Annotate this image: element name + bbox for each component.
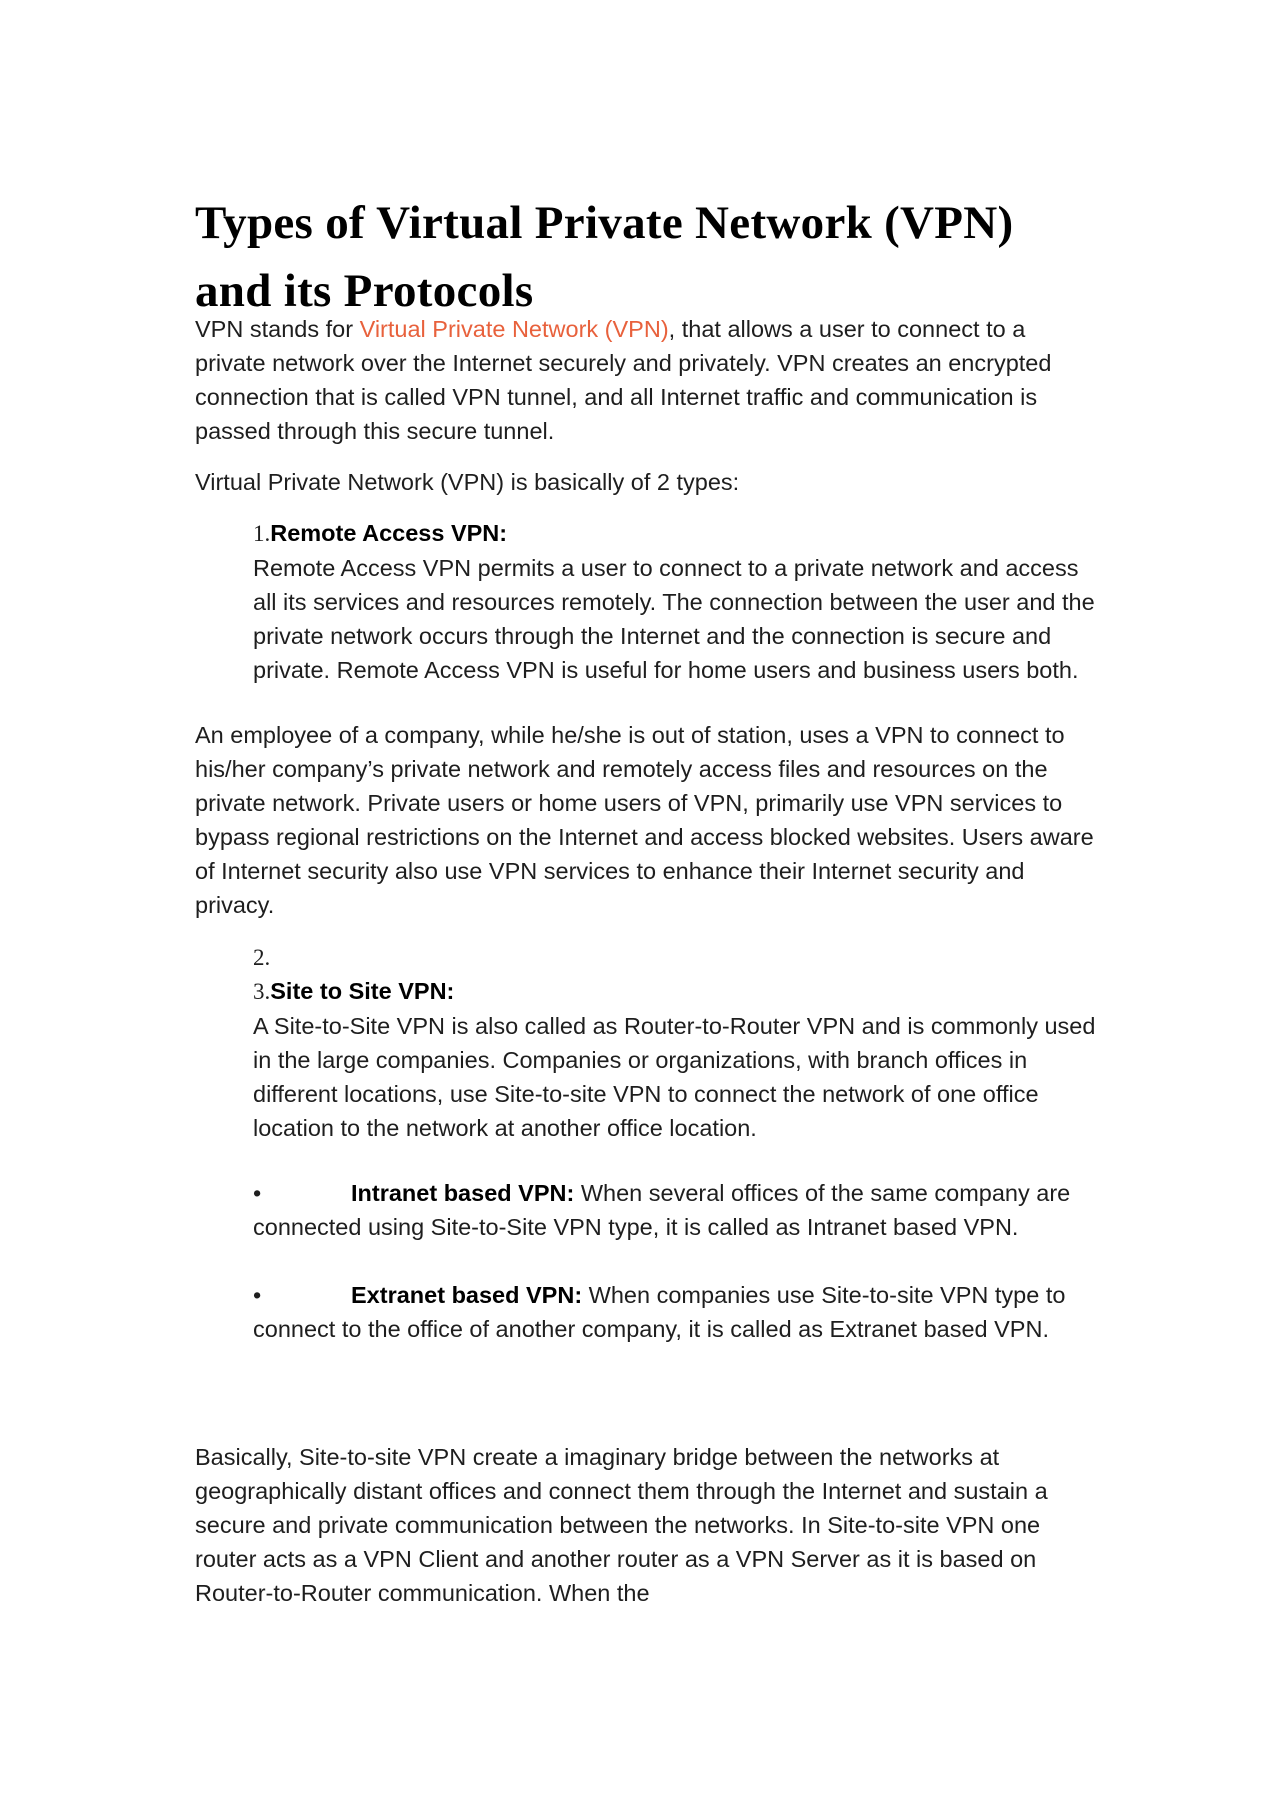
bullet-heading: Extranet based VPN: — [351, 1282, 583, 1308]
bullet-text: When several offices of the same company are connected using Site-to-Site VPN type, it is called as Intranet based VPN. — [253, 1180, 1071, 1240]
bullet-text: When companies use Site-to-site VPN type to connect to the office of another company, it is called as Extranet based VPN. — [253, 1282, 1066, 1342]
page-title: Types of Virtual Private Network (VPN) and its Protocols — [195, 197, 1014, 318]
bullet-intranet — [253, 1176, 1098, 1244]
list-item-remote-access — [253, 516, 1098, 687]
list-heading: Site to Site VPN: — [270, 978, 455, 1004]
intro-paragraph — [195, 312, 1095, 448]
bullet-icon: • — [253, 1282, 262, 1308]
closing-paragraph: Basically, Site-to-site VPN create a imaginary bridge between the networks at geographically distant offices and connect them through the Internet and sustain a secure and private communication between the networks. In Site-to-site VPN one router acts as a VPN Client and another router as a VPN Server as it is based on Router-to-Router communication. When the — [195, 1444, 1048, 1606]
intro-suffix: , that allows a user to connect to a private network over the Internet securely and privately. VPN creates an encrypted connection that is called VPN tunnel, and all Internet traffic and communication is passed through this secure tunnel. — [195, 316, 1052, 444]
bullet-extranet — [253, 1278, 1098, 1346]
remote-access-paragraph: An employee of a company, while he/she is out of station, uses a VPN to connect to his/her company’s private network and remotely access files and resources on the private network. Private users or home users of VPN, primarily use VPN services to bypass regional restrictions on the Internet and access blocked websites. Users aware of Internet security also use VPN services to enhance their Internet security and privacy. — [195, 722, 1094, 918]
types-intro: Virtual Private Network (VPN) is basically of 2 types: — [195, 469, 740, 495]
list-item-empty — [253, 940, 1098, 975]
vpn-link[interactable]: Virtual Private Network (VPN) — [359, 316, 669, 342]
list-number: 1. — [253, 521, 271, 546]
list-number: 3. — [253, 979, 271, 1004]
bullet-heading: Intranet based VPN: — [351, 1180, 575, 1206]
list-heading: Remote Access VPN: — [270, 520, 508, 546]
intro-prefix: VPN stands for — [195, 316, 360, 342]
list-number: 2. — [253, 945, 271, 970]
list-item-site-to-site — [253, 974, 1098, 1145]
list-text: Remote Access VPN permits a user to connect to a private network and access all its services and resources remotely. The connection between the user and the private network occurs through the Internet and the connection is secure and private. Remote Access VPN is useful for home users and business users both. — [253, 555, 1095, 683]
list-text: A Site-to-Site VPN is also called as Router-to-Router VPN and is commonly used in the large companies. Companies or organizations, with branch offices in different locations, use Site-to-site VPN to connect the network of one office location to the network at another office location. — [253, 1013, 1096, 1141]
bullet-icon: • — [253, 1180, 262, 1206]
